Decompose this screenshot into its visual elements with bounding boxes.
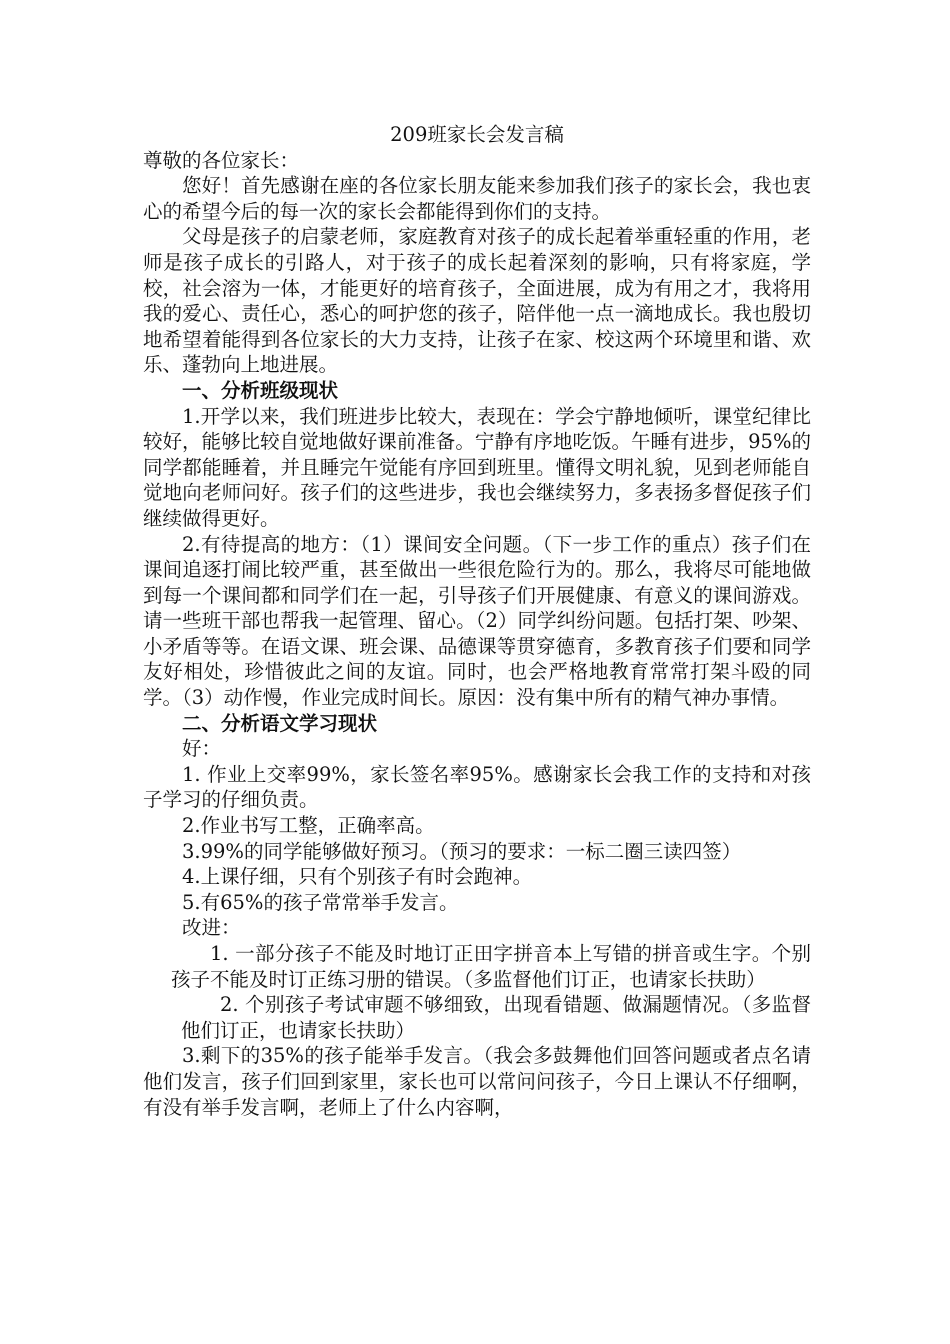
improve-item: 3.剩下的35%的孩子能举手发言。（我会多鼓舞他们回答问题或者点名请他们发言，孩子们回到家里，家长也可以常问问孩子，今日上课认不仔细啊，有没有举手发言啊，老师上了什么内容啊， [143,1044,811,1119]
section-paragraph: 2.有待提高的地方：（1）课间安全问题。（下一步工作的重点）孩子们在课间追逐打闹比较严重，甚至做出一些很危险行为的。那么，我将尽可能地做到每一个课间都和同学们在一起，引导孩子们开展健康、有意义的课间游戏。请一些班干部也帮我一起管理、留心。（2）同学纠纷问题。包括打架、吵架、小矛盾等等。在语文课、班会课、品德课等贯穿德育，多教育孩子们要和同学友好相处，珍惜彼此之间的友谊。同时，也会严格地教育常常打架斗殴的同学。（3）动作慢，作业完成时间长。原因：没有集中所有的精气神办事情。 [143,532,811,710]
good-item: 5.有65%的孩子常常举手发言。 [182,890,459,914]
good-item: 3.99%的同学能够做好预习。（预习的要求：一标二圈三读四签） [182,839,742,863]
document-title: 209班家长会发言稿 [390,123,564,146]
good-label: 好： [182,737,222,761]
intro-paragraph: 您好！首先感谢在座的各位家长朋友能来参加我们孩子的家长会，我也衷心的希望今后的每一次的家长会都能得到你们的支持。 [143,174,811,223]
section-paragraph: 1.开学以来，我们班进步比较大，表现在：学会宁静地倾听，课堂纪律比较好，能够比较自觉地做好课前准备。宁静有序地吃饭。午睡有进步，95%的同学都能睡着，并且睡完午觉能有序回到班里。懂得文明礼貌，见到老师能自觉地向老师问好。孩子们的这些进步，我也会继续努力，多表扬多督促孩子们继续做得更好。 [143,404,811,530]
good-item: 2.作业书写工整，正确率高。 [182,814,435,838]
good-item: 4.上课仔细，只有个别孩子有时会跑神。 [182,865,533,889]
salutation: 尊敬的各位家长： [143,148,300,172]
good-item: 1. 作业上交率99%，家长签名率95%。感谢家长会我工作的支持和对孩子学习的仔细负责。 [143,762,811,812]
intro-paragraph: 父母是孩子的启蒙老师，家庭教育对孩子的成长起着举重轻重的作用，老师是孩子成长的引路人，对于孩子的成长起着深刻的影响，只有将家庭，学校，社会溶为一体，才能更好的培育孩子，全面进展，成为有用之才，我将用我的爱心、责任心，悉心的呵护您的孩子，陪伴他一点一滴地成长。我也殷切地希望着能得到各位家长的大力支持，让孩子在家、校这两个环境里和谐、欢乐、蓬勃向上地进展。 [143,225,811,377]
improve-item: 2. 个别孩子考试审题不够细致，出现看错题、做漏题情况。（多监督他们订正，也请家长扶助） [181,993,811,1042]
improve-item: 1. 一部分孩子不能及时地订正田字拼音本上写错的拼音或生字。个别孩子不能及时订正练习册的错误。（多监督他们订正，也请家长扶助） [171,942,811,991]
section-heading: 二、分析语文学习现状 [182,711,378,735]
document-page [143,122,811,1120]
section-heading: 一、分析班级现状 [182,378,339,402]
improve-label: 改进： [182,916,241,940]
